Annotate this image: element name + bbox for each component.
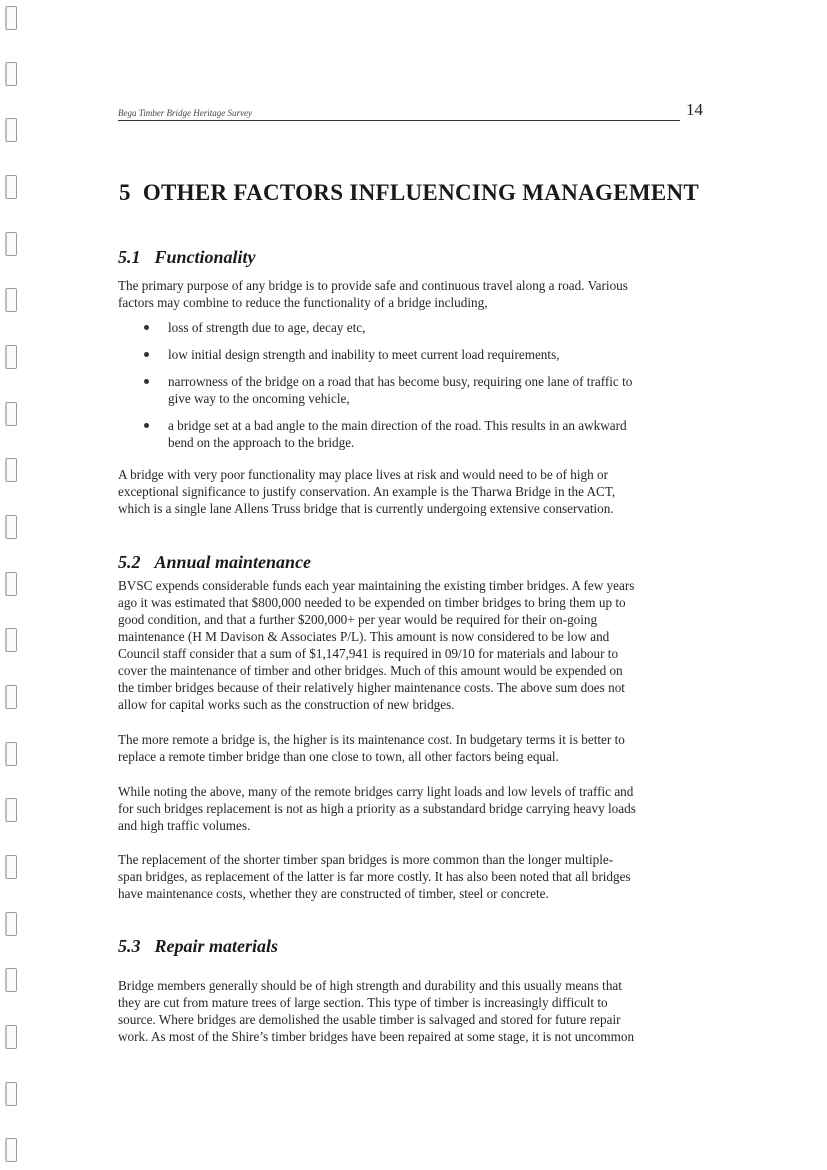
binding-ring (5, 1138, 17, 1162)
text-line: source. Where bridges are demolished the usable timber is salvaged and stored for future repair (118, 1012, 621, 1027)
binding-ring (5, 572, 17, 596)
paragraph (118, 577, 708, 713)
paragraph (118, 731, 708, 765)
bullet-icon (144, 325, 149, 330)
binding-ring (5, 6, 17, 30)
section-heading-functionality (118, 247, 256, 268)
text-line: bend on the approach to the bridge. (168, 435, 355, 450)
paragraph (118, 466, 708, 517)
binding-ring (5, 118, 17, 142)
header-title: Bega Timber Bridge Heritage Survey (118, 108, 252, 118)
binding-ring (5, 1082, 17, 1106)
binding-ring (5, 288, 17, 312)
binding-edge (0, 0, 24, 1170)
binding-ring (5, 345, 17, 369)
text-line: a bridge set at a bad angle to the main direction of the road. This results in an awkward (168, 418, 627, 433)
binding-ring (5, 798, 17, 822)
section-number: 5.2 (118, 552, 141, 572)
section-title: Repair materials (154, 936, 279, 956)
text-line: Bridge members generally should be of high strength and durability and this usually means that (118, 978, 622, 993)
text-line: The primary purpose of any bridge is to provide safe and continuous travel along a road. Various (118, 278, 628, 293)
binding-ring (5, 968, 17, 992)
section-title: Functionality (154, 247, 256, 267)
chapter-title (119, 180, 699, 206)
text-line: give way to the oncoming vehicle, (168, 391, 350, 406)
text-line: replace a remote timber bridge than one close to town, all other factors being equal. (118, 749, 559, 764)
binding-ring (5, 855, 17, 879)
binding-ring (5, 912, 17, 936)
text-line: Council staff consider that a sum of $1,147,941 is required in 09/10 for materials and labour to (118, 646, 619, 661)
bullet-icon (144, 423, 149, 428)
section-heading-annual-maintenance (118, 552, 311, 573)
paragraph (118, 277, 708, 311)
chapter-number: 5 (119, 180, 131, 205)
text-line: exceptional significance to justify conservation. An example is the Tharwa Bridge in the ACT, (118, 484, 616, 499)
page-number: 14 (686, 100, 703, 119)
text-line: work. As most of the Shire’s timber bridges have been repaired at some stage, it is not uncommon (118, 1029, 635, 1044)
text-line: low initial design strength and inability to meet current load requirements, (168, 347, 560, 362)
binding-ring (5, 685, 17, 709)
binding-ring (5, 62, 17, 86)
text-line: the timber bridges because of their relatively higher maintenance costs. The above sum does not (118, 680, 625, 695)
bullet-icon (144, 352, 149, 357)
binding-ring (5, 628, 17, 652)
binding-ring (5, 175, 17, 199)
text-line: for such bridges replacement is not as high a priority as a substandard bridge carrying heavy loads (118, 801, 636, 816)
section-heading-repair-materials (118, 936, 278, 957)
paragraph (118, 977, 708, 1045)
binding-ring (5, 232, 17, 256)
binding-ring (5, 402, 17, 426)
text-line: have maintenance costs, whether they are constructed of timber, steel or concrete. (118, 886, 549, 901)
text-line: good condition, and that a further $200,000+ per year would be required for their on-going (118, 612, 598, 627)
text-line: ago it was estimated that $800,000 needed to be expended on timber bridges to bring them up to (118, 595, 626, 610)
text-line: loss of strength due to age, decay etc, (168, 320, 366, 335)
text-line: and high traffic volumes. (118, 818, 251, 833)
section-number: 5.1 (118, 247, 141, 267)
binding-ring (5, 742, 17, 766)
text-line: A bridge with very poor functionality may place lives at risk and would need to be of high or (118, 467, 609, 482)
text-line: span bridges, as replacement of the latter is far more costly. It has also been noted that all bridges (118, 869, 631, 884)
text-line: The more remote a bridge is, the higher is its maintenance cost. In budgetary terms it is better to (118, 732, 625, 747)
binding-ring (5, 458, 17, 482)
section-title: Annual maintenance (154, 552, 312, 572)
binding-ring (5, 515, 17, 539)
text-line: While noting the above, many of the remote bridges carry light loads and low levels of traffic and (118, 784, 634, 799)
section-number: 5.3 (118, 936, 141, 956)
paragraph (118, 783, 708, 834)
running-header (118, 104, 680, 121)
text-line: maintenance (H M Davison & Associates P/L). This amount is now considered to be low and (118, 629, 610, 644)
text-line: allow for capital works such as the construction of new bridges. (118, 697, 455, 712)
text-line: they are cut from mature trees of large section. This type of timber is increasingly difficult to (118, 995, 608, 1010)
chapter-title-text: OTHER FACTORS INFLUENCING MANAGEMENT (142, 180, 700, 205)
text-line: factors may combine to reduce the functionality of a bridge including, (118, 295, 488, 310)
text-line: narrowness of the bridge on a road that has become busy, requiring one lane of traffic to (168, 374, 633, 389)
bullet-icon (144, 379, 149, 384)
text-line: cover the maintenance of timber and other bridges. Much of this amount would be expended on (118, 663, 623, 678)
binding-ring (5, 1025, 17, 1049)
text-line: BVSC expends considerable funds each year maintaining the existing timber bridges. A few years (118, 578, 635, 593)
text-line: which is a single lane Allens Truss bridge that is currently undergoing extensive conservation. (118, 501, 614, 516)
paragraph (118, 851, 708, 902)
text-line: The replacement of the shorter timber span bridges is more common than the longer multiple- (118, 852, 614, 867)
